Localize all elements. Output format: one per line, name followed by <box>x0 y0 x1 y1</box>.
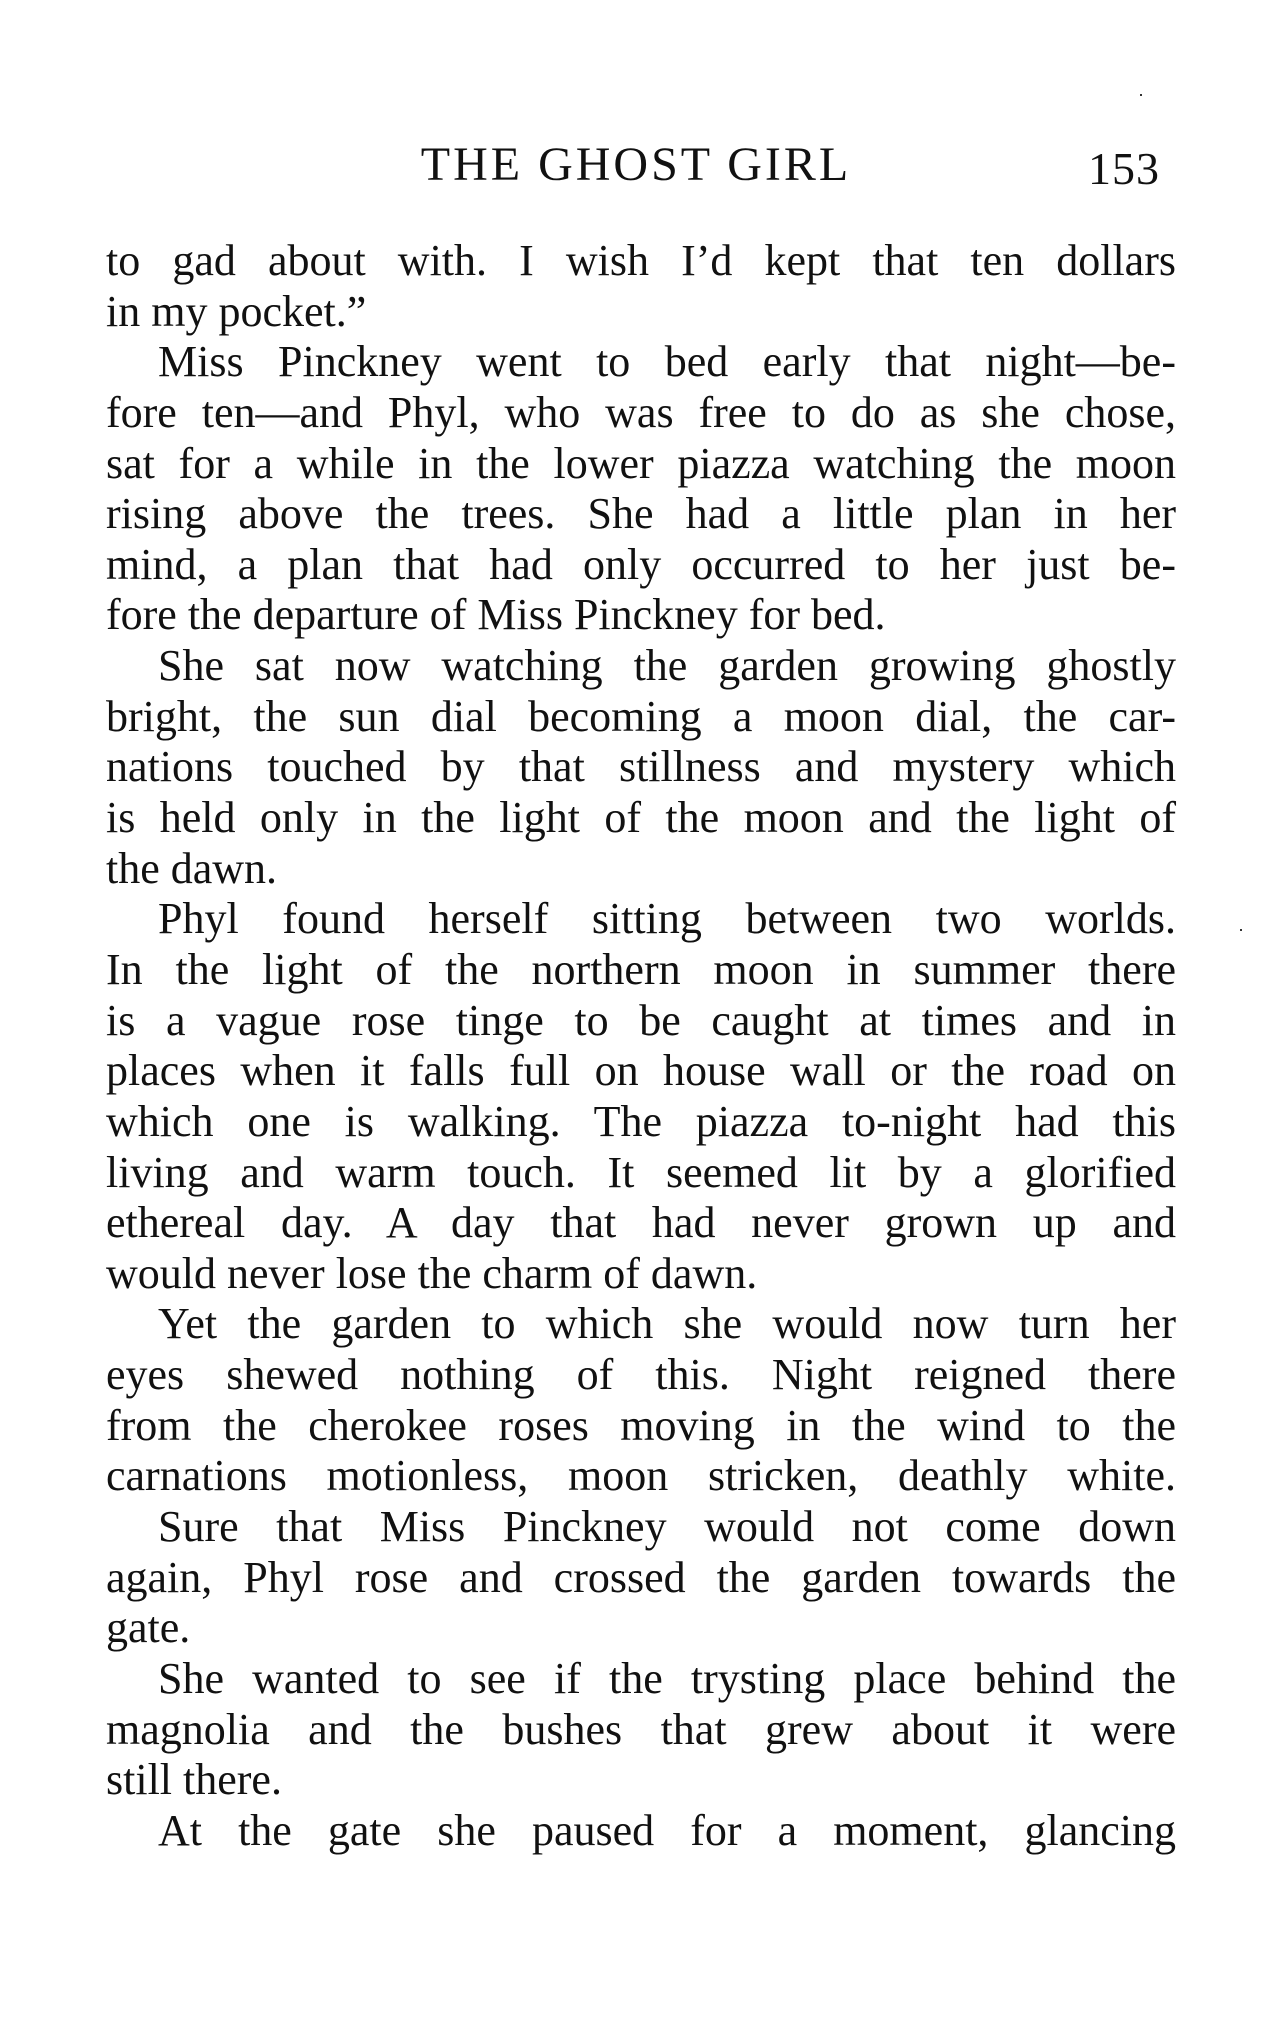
page-number: 153 <box>1088 143 1160 194</box>
text-line: is held only in the light of the moon and the light of <box>106 793 1176 843</box>
text-line: still there. <box>106 1755 282 1805</box>
text-line: bright, the sun dial becoming a moon dial, the car- <box>106 691 1176 741</box>
text-line: Phyl found herself sitting between two worlds. <box>158 894 1176 944</box>
text-line: Miss Pinckney went to bed early that night—be- <box>158 337 1176 387</box>
running-title: THE GHOST GIRL <box>420 138 852 191</box>
scan-speck <box>1140 94 1142 96</box>
text-line: would never lose the charm of dawn. <box>106 1248 758 1298</box>
text-line: mind, a plan that had only occurred to her just be- <box>106 539 1176 589</box>
text-line: places when it falls full on house wall or the road on <box>106 1046 1176 1096</box>
text-line: in my pocket.” <box>106 286 367 336</box>
text-line: nations touched by that stillness and mystery which <box>106 742 1176 792</box>
text-line: eyes shewed nothing of this. Night reigned there <box>106 1350 1176 1400</box>
text-line: the dawn. <box>106 843 278 893</box>
running-head <box>0 140 1261 200</box>
text-line: which one is walking. The piazza to-night had this <box>106 1096 1176 1146</box>
text-line: sat for a while in the lower piazza watching the moon <box>106 438 1176 488</box>
body-text <box>106 236 1176 1857</box>
scan-speck <box>1240 929 1242 931</box>
text-line: is a vague rose tinge to be caught at times and in <box>106 995 1176 1045</box>
text-line: She sat now watching the garden growing ghostly <box>158 641 1176 691</box>
text-line: ethereal day. A day that had never grown up and <box>106 1198 1176 1248</box>
text-line: carnations motionless, moon stricken, deathly white. <box>106 1451 1176 1501</box>
text-line: At the gate she paused for a moment, glancing <box>158 1805 1176 1855</box>
text-line: In the light of the northern moon in summer there <box>106 944 1176 994</box>
text-line: fore ten—and Phyl, who was free to do as she chose, <box>106 387 1176 437</box>
text-line: rising above the trees. She had a little plan in her <box>106 489 1176 539</box>
text-line: gate. <box>106 1603 191 1653</box>
text-line: again, Phyl rose and crossed the garden towards the <box>106 1552 1176 1602</box>
text-line: to gad about with. I wish I’d kept that ten dollars <box>106 236 1176 285</box>
text-line: living and warm touch. It seemed lit by a glorified <box>106 1147 1176 1197</box>
text-line: Yet the garden to which she would now turn her <box>158 1299 1176 1349</box>
text-line: fore the departure of Miss Pinckney for bed. <box>106 590 886 640</box>
text-line: from the cherokee roses moving in the wind to the <box>106 1400 1176 1450</box>
text-line: magnolia and the bushes that grew about it were <box>106 1704 1176 1754</box>
text-line: Sure that Miss Pinckney would not come down <box>158 1502 1176 1552</box>
text-line: She wanted to see if the trysting place behind the <box>158 1653 1176 1703</box>
